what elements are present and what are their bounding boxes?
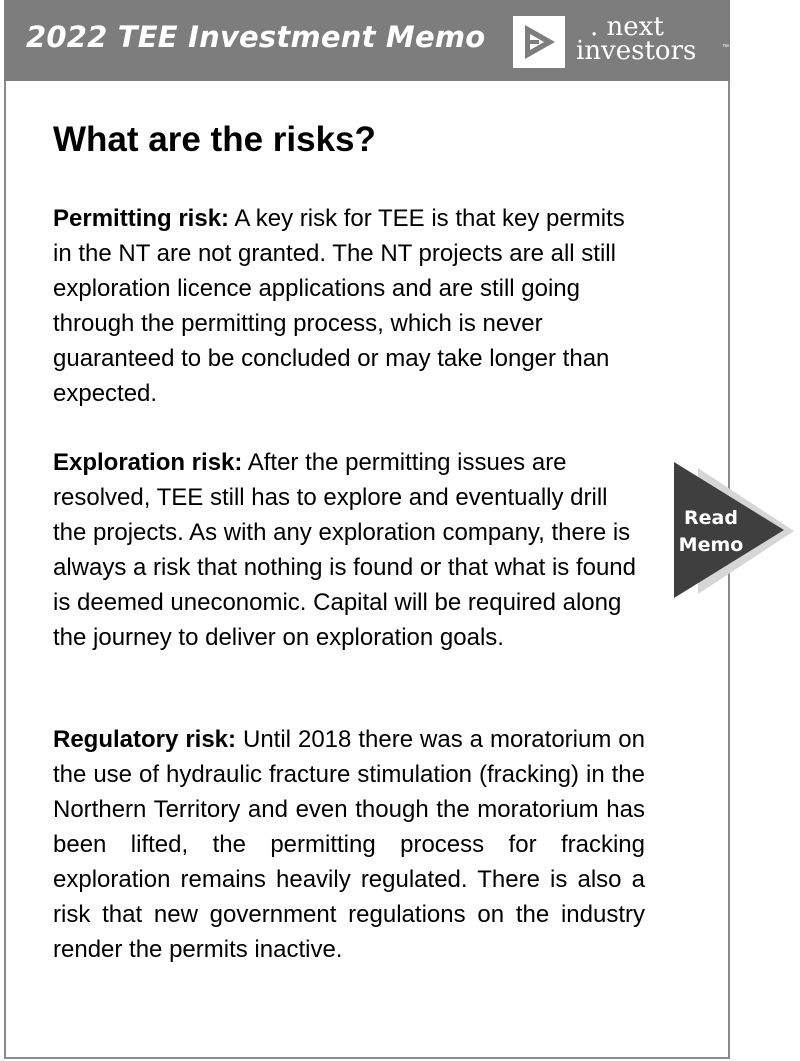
memo-title: 2022 TEE Investment Memo [26, 20, 486, 54]
page-title: What are the risks? [53, 120, 376, 159]
permitting-risk-label: Permitting risk: [53, 205, 230, 232]
logo-line-next: . next [590, 12, 664, 42]
next-investors-logo [576, 14, 726, 64]
exploration-risk-paragraph [53, 445, 643, 655]
read-memo-line-2: Memo [678, 534, 744, 556]
play-arrow-icon [513, 16, 565, 68]
exploration-risk-text: After the permitting issues are resolved, TEE still has to explore and eventually drill the projects. As with any exploration company, there is always a risk that nothing is found or that what is found is deemed uneconomic. Capital will be required along the journey to deliver on exploration goals. [53, 449, 636, 651]
logo-trademark: ™ [722, 44, 729, 51]
logo-line-investors: investors [576, 36, 697, 66]
regulatory-risk-text: Until 2018 there was a moratorium on the use of hydraulic fracture stimulation (fracking) in the Northern Territory and even though the moratorium has been lifted, the permitting process for fracking exploration remains heavily regulated. There is also a risk that new government regulations on the industry render the permits inactive. [53, 726, 645, 963]
exploration-risk-label: Exploration risk: [53, 449, 243, 476]
read-memo-label[interactable] [674, 505, 748, 559]
header-bar [4, 0, 730, 81]
read-memo-line-1: Read [684, 507, 738, 529]
regulatory-risk-label: Regulatory risk: [53, 726, 237, 753]
permitting-risk-text: A key risk for TEE is that key permits in the NT are not granted. The NT projects are all still exploration licence applications and are still going through the permitting process, which is never guaranteed to be concluded or may take longer than expected. [53, 205, 625, 407]
permitting-risk-paragraph [53, 201, 643, 411]
regulatory-risk-paragraph [53, 722, 645, 967]
